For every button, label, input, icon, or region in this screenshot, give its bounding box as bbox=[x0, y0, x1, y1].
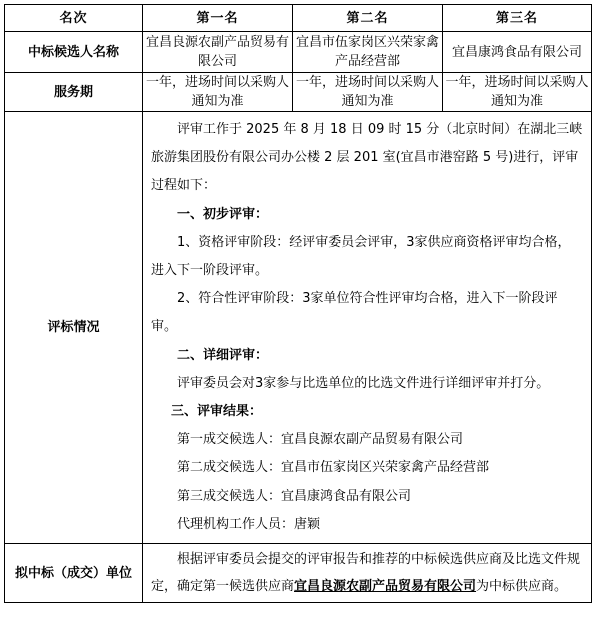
candidate-label: 中标候选人名称 bbox=[5, 32, 143, 73]
section2-title: 二、详细评审： bbox=[177, 347, 269, 363]
service-second: 一年，进场时间以采购人通知为准 bbox=[293, 73, 443, 112]
service-third: 一年，进场时间以采购人通知为准 bbox=[443, 73, 592, 112]
review-intro: 评审工作于 2025 年 8 月 18 日 09 时 15 分（北京时间）在湖北三峡旅游集团股份有限公司办公楼 2 层 201 室(宜昌市港窑路 5 号)进行，评审过程如下： bbox=[151, 122, 583, 194]
header-third: 第三名 bbox=[443, 5, 592, 32]
candidate-first: 宜昌良源农副产品贸易有限公司 bbox=[143, 32, 293, 73]
result-third: 第三成交候选人：宜昌康鸿食品有限公司 bbox=[177, 488, 412, 504]
section1-qualification: 1、资格评审阶段：经评审委员会评审，3家供应商资格评审均合格，进入下一阶段评审。 bbox=[151, 234, 571, 279]
service-first: 一年，进场时间以采购人通知为准 bbox=[143, 73, 293, 112]
review-label: 评标情况 bbox=[5, 112, 143, 544]
service-row bbox=[5, 73, 592, 112]
section3-title: 三、评审结果： bbox=[171, 404, 263, 420]
agent-staff: 代理机构工作人员：唐颖 bbox=[177, 516, 321, 532]
header-second: 第二名 bbox=[293, 5, 443, 32]
result-first: 第一成交候选人：宜昌良源农副产品贸易有限公司 bbox=[177, 432, 464, 448]
candidate-row bbox=[5, 32, 592, 73]
final-winner: 宜昌良源农副产品贸易有限公司 bbox=[294, 579, 477, 595]
header-first: 第一名 bbox=[143, 5, 293, 32]
candidate-third: 宜昌康鸿食品有限公司 bbox=[443, 32, 592, 73]
final-text-after: 为中标供应商。 bbox=[476, 579, 568, 595]
result-second: 第二成交候选人：宜昌市伍家岗区兴荣家禽产品经营部 bbox=[177, 460, 490, 476]
review-content bbox=[143, 112, 592, 544]
candidate-second: 宜昌市伍家岗区兴荣家禽产品经营部 bbox=[293, 32, 443, 73]
service-label: 服务期 bbox=[5, 73, 143, 112]
final-text bbox=[151, 546, 583, 600]
section1-title: 一、初步评审： bbox=[177, 206, 269, 222]
review-row bbox=[5, 112, 592, 544]
final-label: 拟中标（成交）单位 bbox=[5, 544, 143, 603]
result-table bbox=[4, 4, 592, 603]
section1-conformity: 2、符合性评审阶段：3家单位符合性评审均合格，进入下一阶段评审。 bbox=[151, 291, 558, 335]
final-content bbox=[143, 544, 592, 603]
final-row bbox=[5, 544, 592, 603]
final-text-before: 根据评审委员会提交的评审报告和推荐的中标候选供应商及比选文件规定，确定第一候选供应商 bbox=[151, 552, 581, 595]
header-rank: 名次 bbox=[5, 5, 143, 32]
header-row bbox=[5, 5, 592, 32]
section2-detail: 评审委员会对3家参与比选单位的比选文件进行详细评审并打分。 bbox=[177, 375, 550, 391]
